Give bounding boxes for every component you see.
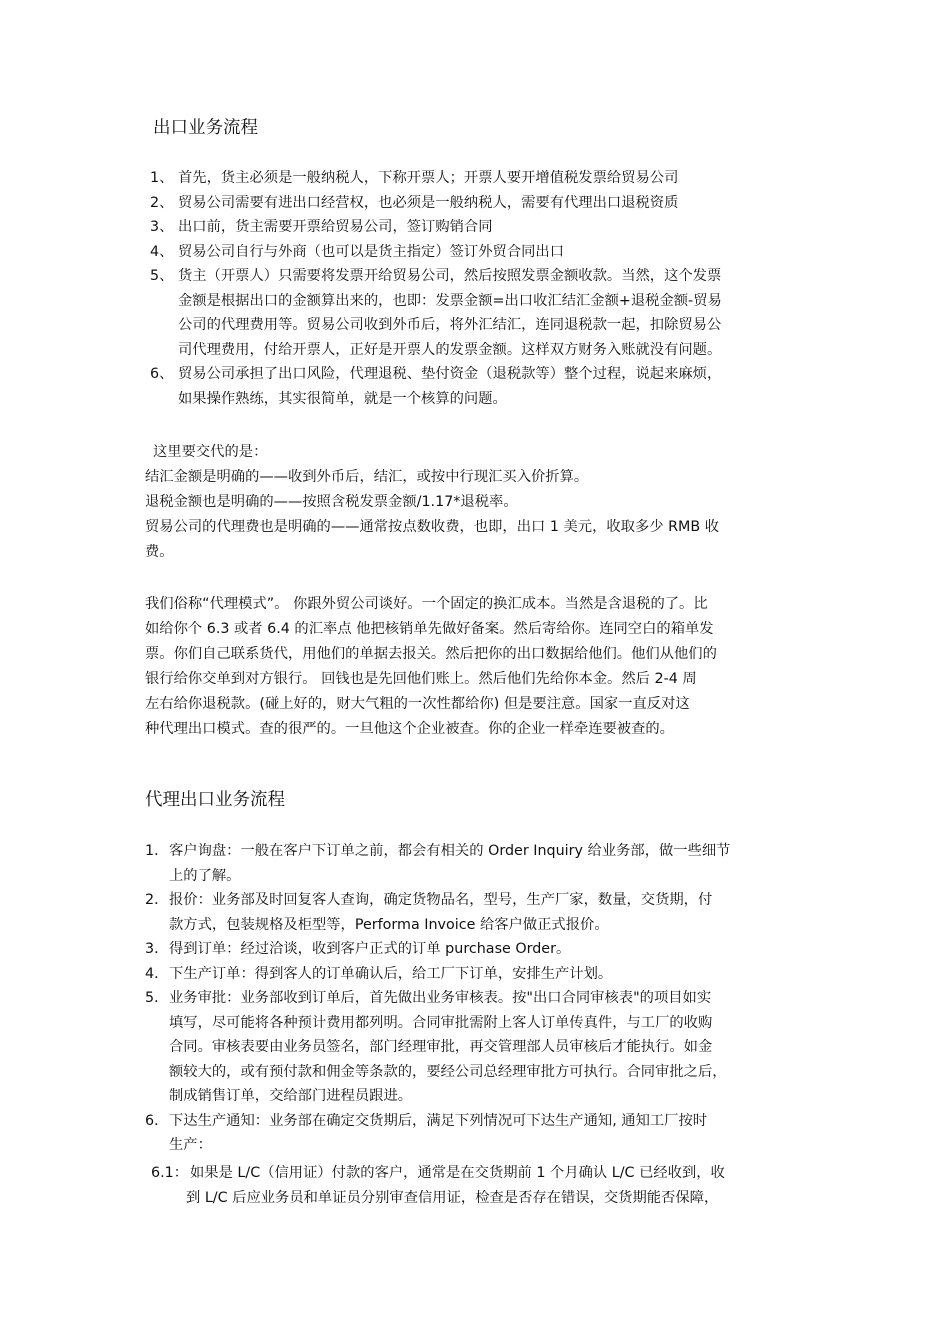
list-item <box>145 839 815 888</box>
paragraph-line: 种代理出口模式。查的很严的。一旦他这个企业被查。你的企业一样牵连要被查的。 <box>145 721 674 737</box>
note-line: 费。 <box>145 544 174 560</box>
list-item <box>145 986 815 1109</box>
list-item-text: 报价：业务部及时回复客人查询，确定货物品名，型号，生产厂家，数量，交货期，付 <box>169 892 713 908</box>
list-item-number: 4、 <box>150 243 174 260</box>
list-item <box>150 362 815 411</box>
list-item-number: 3、 <box>150 219 174 235</box>
list-item-number: 3． <box>145 941 169 957</box>
note-line: 贸易公司的代理费也是明确的——通常按点数收费，也即，出口 1 美元，收取多少 RMB 收 <box>145 519 720 535</box>
list-item-text: 贸易公司自行与外商（也可以是货主指定）签订外贸合同出口 <box>178 243 565 260</box>
list-item <box>150 191 815 216</box>
sub-item-number: 6.1： <box>151 1165 189 1181</box>
section1-list <box>150 166 815 411</box>
list-item-text: 合同。审核表要由业务员签名，部门经理审批，再交管理部人员审核后才能执行。如金 <box>169 1039 713 1055</box>
list-item-text: 上的了解。 <box>169 867 241 884</box>
list-item-text: 业务审批：业务部收到订单后，首先做出业务审核表。按"出口合同审核表"的项目如实 <box>169 990 712 1006</box>
list-item-number: 2． <box>145 892 169 908</box>
paragraph-line: 银行给你交单到对方银行。 回钱也是先回他们账上。然后他们先给你本金。然后 2-4 周 <box>145 671 697 687</box>
list-item-text: 货主（开票人）只需要将发票开给贸易公司，然后按照发票金额收款。当然，这个发票 <box>178 268 722 284</box>
list-item-text: 如果操作熟练，其实很简单，就是一个核算的问题。 <box>178 390 507 407</box>
list-item <box>150 166 815 191</box>
paragraph-line: 如给你个 6.3 或者 6.4 的汇率点 他把核销单先做好备案。然后寄给你。连同空白的箱单发 <box>145 621 714 637</box>
section1-title: 出口业务流程 <box>153 118 258 138</box>
list-item-text: 出口前，货主需要开票给贸易公司，签订购销合同 <box>178 219 493 235</box>
section2-title: 代理出口业务流程 <box>145 790 285 810</box>
list-item-text: 制成销售订单，交给部门进程员跟进。 <box>169 1088 413 1104</box>
list-item-text: 下生产订单：得到客人的订单确认后，给工厂下订单，安排生产计划。 <box>169 965 613 982</box>
list-item-text: 贸易公司承担了出口风险，代理退税、垫付资金（退税款等）整个过程，说起来麻烦， <box>178 366 722 382</box>
list-item-text: 得到订单：经过洽谈，收到客户正式的订单 purchase Order。 <box>169 941 571 957</box>
list-item-number: 6． <box>145 1112 169 1129</box>
sub-item-text: 到 L/C 后应业务员和单证员分别审查信用证，检查是否存在错误，交货期能否保障， <box>186 1190 719 1206</box>
list-item <box>150 264 815 362</box>
list-item <box>145 1109 815 1158</box>
list-item-text: 客户询盘：一般在客户下订单之前，都会有相关的 Order Inquiry 给业务部，做一些细节 <box>169 843 731 859</box>
list-item <box>145 888 815 937</box>
note-intro: 这里要交代的是： <box>153 444 268 460</box>
list-item-text: 首先，货主必须是一般纳税人，下称开票人；开票人要开增值税发票给贸易公司 <box>178 170 679 186</box>
list-item-number: 2、 <box>150 194 174 211</box>
list-item-number: 4． <box>145 965 169 982</box>
note-line: 结汇金额是明确的——收到外币后，结汇，或按中行现汇买入价折算。 <box>145 469 589 485</box>
list-item-text: 下达生产通知：业务部在确定交货期后，满足下列情况可下达生产通知, 通知工厂按时 <box>169 1112 708 1129</box>
list-item <box>145 937 815 962</box>
note-line: 退税金额也是明确的——按照含税发票金额/1.17*退税率。 <box>145 494 518 510</box>
list-item-text: 额较大的，或有预付款和佣金等条款的，要经公司总经理审批方可执行。合同审批之后， <box>169 1063 727 1080</box>
paragraph-line: 票。你们自己联系货代，用他们的单据去报关。然后把你的出口数据给他们。他们从他们的 <box>145 646 717 662</box>
list-item-number: 5． <box>145 990 169 1006</box>
list-item-text: 贸易公司需要有进出口经营权，也必须是一般纳税人，需要有代理出口退税资质 <box>178 194 679 211</box>
paragraph-line: 左右给你退税款。(碰上好的，财大气粗的一次性都给你) 但是要注意。国家一直反对这 <box>145 696 690 712</box>
list-item-number: 1． <box>145 843 169 859</box>
list-item-text: 款方式，包装规格及柜型等，Performa Invoice 给客户做正式报价。 <box>169 916 609 933</box>
list-item-text: 金额是根据出口的金额算出来的，也即：发票金额=出口收汇结汇金额+退税金额-贸易 <box>178 292 722 309</box>
list-item-text: 公司的代理费用等。贸易公司收到外币后，将外汇结汇，连同退税款一起，扣除贸易公 <box>178 317 722 333</box>
paragraph-line: 我们俗称“代理模式”。 你跟外贸公司谈好。一个固定的换汇成本。当然是含退税的了。比 <box>145 596 708 612</box>
list-item-text: 填写，尽可能将各种预计费用都列明。合同审批需附上客人订单传真件，与工厂的收购 <box>169 1014 713 1031</box>
list-item <box>150 240 815 265</box>
section2-list <box>145 839 815 1158</box>
list-item-number: 1、 <box>150 170 174 186</box>
list-item-text: 司代理费用，付给开票人，正好是开票人的发票金额。这样双方财务入账就没有问题。 <box>178 341 722 358</box>
list-item-text: 生产： <box>169 1137 212 1153</box>
list-item-number: 6、 <box>150 366 174 382</box>
list-item <box>150 215 815 240</box>
sub-item-text: 如果是 L/C（信用证）付款的客户，通常是在交货期前 1 个月确认 L/C 已经收到，收 <box>190 1165 725 1181</box>
list-item <box>145 962 815 987</box>
list-item-number: 5、 <box>150 268 174 284</box>
